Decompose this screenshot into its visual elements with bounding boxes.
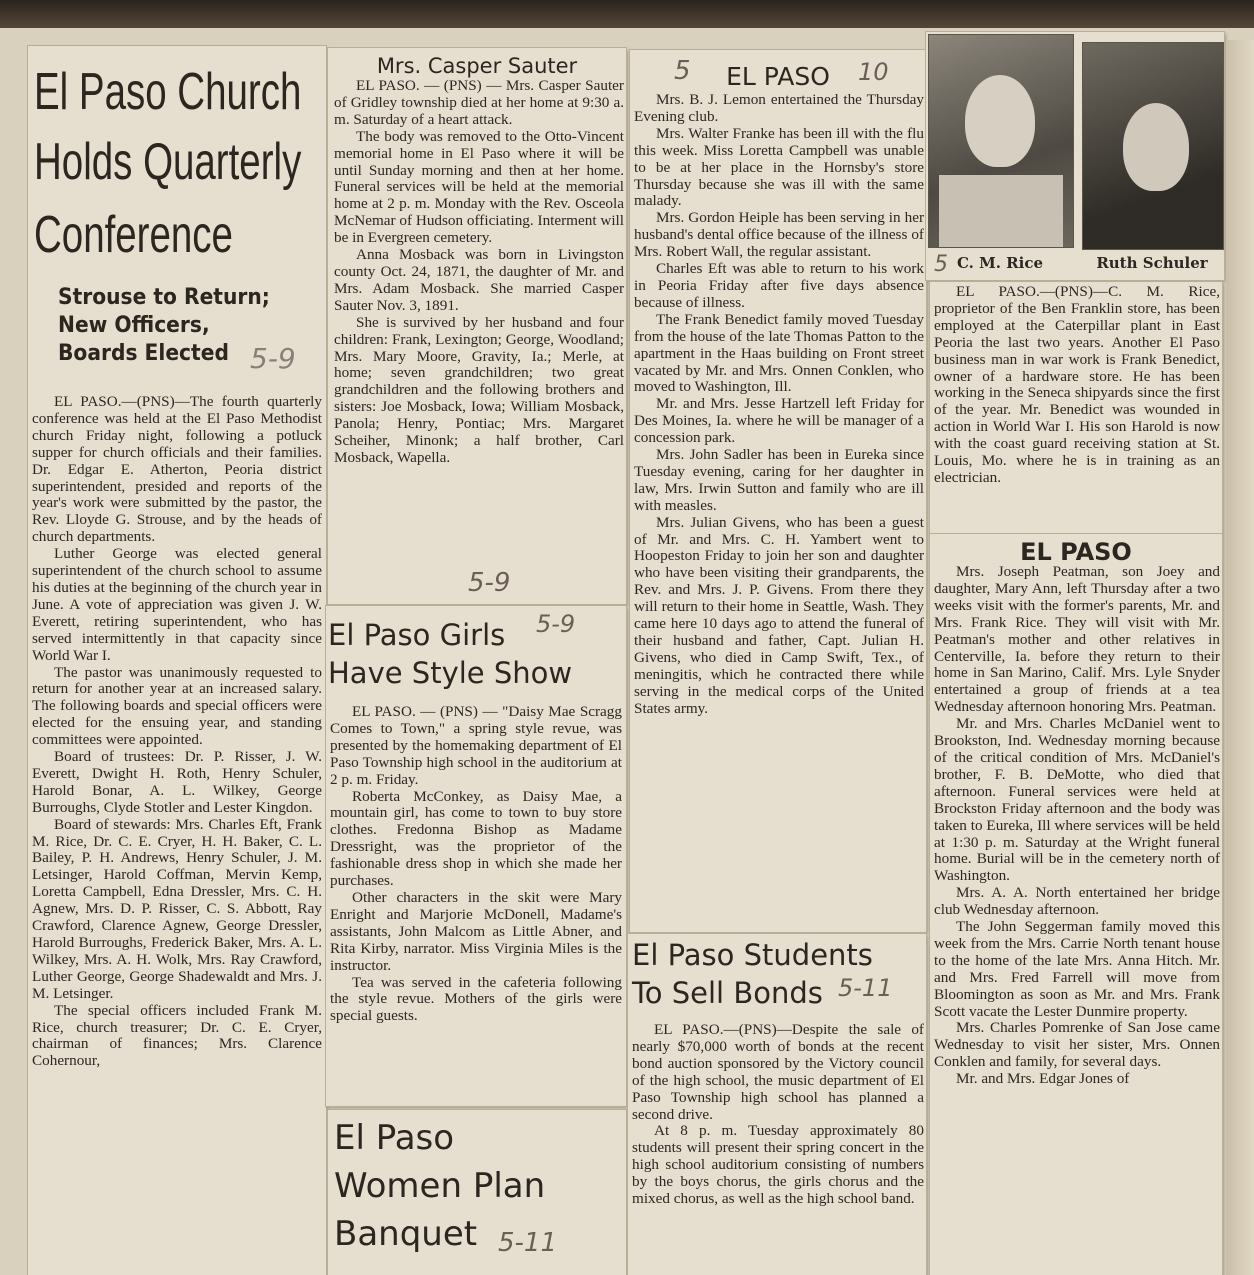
students-headline	[632, 936, 873, 1012]
church-subhead-line: Strouse to Return;	[58, 285, 270, 310]
church-paragraph: Luther George was elected general superintendent of the church school to assume his duties at the beginning of the church year in June. A vote of appreciation was given J. W. Everett, retiring superintendent, who has served intermittently in that capacity since World War I.	[32, 545, 322, 664]
students-headline-line: To Sell Bonds	[632, 976, 823, 1010]
students-paragraph: At 8 p. m. Tuesday approximately 80 students will present their spring concert in the high school auditorium consisting of numbers by the boys chorus, the girls chorus and the mixed chorus, as well as the high school band.	[632, 1122, 924, 1208]
church-headline-line: El Paso Church	[34, 63, 302, 121]
photo-schuler-caption: Ruth Schuler	[1096, 254, 1208, 272]
sauter-date-mark: 5-9	[468, 568, 511, 598]
elpaso-news-body	[630, 92, 926, 718]
church-paragraph: Board of trustees: Dr. P. Risser, J. W. Everett, Dwight H. Roth, Henry Schuler, Harold Bonar, A. L. Wilkey, George Burroughs, Clyde Stotler and Lester Kingdon.	[32, 748, 322, 816]
rice-body	[930, 284, 1222, 487]
elpaso-news-paragraph: Mr. and Mrs. Jesse Hartzell left Friday for Des Moines, Ia. where he will be manager of a concession park.	[634, 395, 924, 447]
church-article	[28, 46, 326, 1275]
women-article	[328, 1110, 626, 1275]
elpaso2-paragraph: Mr. and Mrs. Edgar Jones of	[956, 1070, 1130, 1088]
students-date-mark: 5-11	[838, 974, 893, 1002]
church-paragraph: EL PASO.—(PNS)—The fourth quarterly conference was held at the El Paso Methodist church Friday night, following a potluck supper for church officials and their families. Dr. Edgar E. Atherton, Peoria district superintendent, presided and reports of the year's work were submitted by the pastor, the Rev. Lloyde G. Strouse, and by the heads of church departments.	[32, 393, 322, 546]
students-body	[628, 1022, 926, 1208]
photo-rice-face	[965, 75, 1035, 167]
students-paragraph: EL PASO.—(PNS)—Despite the sale of nearly $70,000 worth of bonds at the recent bond auction sponsored by the Victory council of the high school, the music department of El Paso Township high school has planned a second drive.	[632, 1021, 924, 1123]
women-headline-line: Women Plan	[334, 1166, 546, 1206]
students-article	[628, 934, 926, 1275]
church-subhead-line: New Officers,	[58, 313, 210, 338]
sauter-headline: Mrs. Casper Sauter	[376, 54, 578, 78]
elpaso2-body	[930, 564, 1222, 1088]
photo-clipping	[926, 32, 1224, 280]
photo-rice	[928, 34, 1074, 248]
elpaso-news-paragraph: Mrs. Julian Givens, who has been a guest of Mr. and Mrs. C. H. Yambert went to Hoopeston Friday to join her son and daughter who have been visiting their grandparents, the Rev. and Mrs. J. P. Givens. From there they will return to their home in Seattle, Wash. They came here 10 days ago to attend the funeral of their husband and father, Capt. Julian H. Givens, who died in Camp Swift, Tex., of meningitis, which he contracted there while serving in the medical corps of the United States army.	[634, 513, 924, 717]
elpaso-news-paragraph: Mrs. Walter Franke has been ill with the flu this week. Miss Loretta Campbell was unable to be at her place in the Hornsby's store Thursday because she was ill with the same malady.	[634, 124, 924, 210]
sauter-body	[330, 78, 626, 467]
elpaso-news-paragraph: Mrs. Gordon Heiple has been serving in her husband's dental office because of the illness of Mrs. Robert Wall, the regular assistant.	[634, 209, 924, 261]
girls-headline-line: El Paso Girls	[328, 618, 506, 652]
elpaso2-headline: EL PASO	[1020, 538, 1132, 566]
girls-body	[326, 704, 626, 1025]
church-date-mark: 5-9	[250, 342, 296, 375]
photo-schuler-face	[1123, 103, 1189, 191]
girls-paragraph: Other characters in the skit were Mary Enright and Marjorie McDonell, Madame's assistants, John Malcom as Little Abner, and Rita Kirby, narrator. Miss Virginia Miles is the instructor.	[330, 888, 622, 974]
photo-rice-caption: C. M. Rice	[956, 254, 1043, 272]
girls-paragraph: EL PASO. — (PNS) — "Daisy Mae Scragg Comes to Town," a spring style revue, was presented by the homemaking department of El Paso Township high school in the auditorium at 2 p. m. Friday.	[330, 703, 622, 788]
women-date-mark: 5-11	[498, 1228, 558, 1258]
photo-mark: 5	[934, 252, 948, 277]
church-paragraph: The pastor was unanimously requested to return for another year at an increased salary. The following boards and special officers were elected for the ensuing year, and standing committees were appointed.	[32, 663, 322, 749]
women-headline-line: El Paso	[334, 1118, 455, 1158]
elpaso-news-paragraph: Charles Eft was able to return to his work in Peoria Friday after five days absence because of illness.	[634, 260, 924, 311]
girls-article	[326, 606, 626, 1106]
elpaso2-paragraph: Mrs. A. A. North entertained her bridge club Wednesday afternoon.	[934, 884, 1220, 919]
church-paragraph: Board of stewards: Mrs. Charles Eft, Frank M. Rice, Dr. C. E. Cryer, H. H. Baker, C. L. Bailey, P. H. Andrews, Henry Schuler, J. M. Letsinger, Harold Coffman, Mervin Kemp, Loretta Campbell, Edna Dressler, Mrs. C. H. Agnew, Mrs. D. P. Risser, C. S. Abbott, Ray Crawford, Clarence Agnew, George Dressler, Harold Burroughs, Frederick Baker, Mrs. A. L. Wilkey, Mrs. A. H. Wolk, Mrs. Ray Crawford, Luther George, George Shadewaldt and Mrs. J. M. Letsinger.	[32, 815, 322, 1002]
elpaso-news-headline: EL PASO	[726, 62, 830, 91]
elpaso-news-mark-right: 10	[858, 58, 889, 86]
elpaso-news-article	[630, 50, 926, 932]
sauter-paragraph: She is survived by her husband and four children: Frank, Lexington; George, Woodland; Mrs. Mary Moore, Gravity, Ia.; Merle, at home; seven grandchildren; two great grandchildren and the following brothers and sisters: Joe Mosback, Iowa; William Mosback, Panola; Henry, Pontiac; Mrs. Margaret Scheiher, Minonk; a half brother, Carl Mosback, Wapella.	[334, 313, 624, 466]
girls-headline-line: Have Style Show	[328, 656, 573, 690]
rice-paragraph: EL PASO.—(PNS)—C. M. Rice, proprietor of the Ben Franklin store, has been employed at the Caterpillar plant in East Peoria the last two years. Another El Paso business man in war work is Frank Benedict, owner of a hardware store. He has been working in the Seneca shipyards since the first of the year. Mr. Benedict was wounded in action in World War I. His son Harold is now with the coast guard receiving station at St. Louis, Mo. where he is in training as an electrician.	[934, 283, 1220, 486]
women-headline-line: Banquet	[334, 1214, 478, 1254]
sauter-paragraph: EL PASO. — (PNS) — Mrs. Casper Sauter of Gridley township died at her home at 9:30 a. m. Saturday of a heart attack.	[334, 77, 624, 128]
girls-paragraph: Roberta McConkey, as Daisy Mae, a mountain girl, has come to town to buy store clothes. Fredonna Bishop as Madame Dressright, was the proprietor of the fashionable dress shop in which she made her purchases.	[330, 787, 622, 890]
sauter-article	[328, 48, 626, 604]
girls-date-mark: 5-9	[536, 610, 576, 638]
elpaso2-paragraph: Mr. and Mrs. Charles McDaniel went to Brookston, Ind. Wednesday morning because of the critical condition of Mrs. McDaniel's brother, F. B. DeMotte, who died that afternoon. Funeral services were held at Brockston Friday afternoon and the body was taken to Eureka, Ill where services will be held at 1:30 p. m. Saturday at the Wright funeral home. Burial will be in the cemetery north of Washington.	[934, 715, 1220, 885]
elpaso-news-mark-left: 5	[674, 56, 691, 86]
sauter-paragraph: Anna Mosback was born in Livingston county Oct. 24, 1871, the daughter of Mr. and Mrs. Adam Mosback. She married Casper Sauter Nov. 3, 1891.	[334, 246, 624, 314]
photo-schuler	[1082, 42, 1224, 250]
rice-article	[930, 282, 1222, 534]
elpaso2-paragraph: The John Seggerman family moved this week from the Mrs. Carrie North tenant house to the home of the late Mrs. Anna Hitch. Mr. and Mrs. Fred Farrell will move from Bloomington as soon as Mr. and Mrs. Frank Scott vacate the Lester Dunmire property.	[934, 918, 1220, 1020]
church-body	[28, 394, 326, 1070]
sauter-paragraph: The body was removed to the Otto-Vincent memorial home in El Paso where it will be until Sunday morning and then at her home. Funeral services will be held at the memorial home at 2 p. m. Monday with the Rev. Osceola McNemar of Hudson officiating. Interment will be in Evergreen cemetery.	[334, 127, 624, 247]
elpaso-news-paragraph: Mrs. John Sadler has been in Eureka since Tuesday evening, caring for her daughter in law, Mrs. Irwin Sutton and family who are ill with measles.	[634, 446, 924, 514]
elpaso2-paragraph: Mrs. Charles Pomrenke of San Jose came Wednesday to visit her sister, Mrs. Onnen Conklen and family, for several days.	[934, 1019, 1220, 1071]
elpaso2-article	[930, 534, 1222, 1275]
students-headline-line: El Paso Students	[632, 938, 873, 972]
church-headline	[34, 58, 326, 272]
church-subhead-line: Boards Elected	[58, 341, 229, 366]
elpaso-news-paragraph: Mrs. B. J. Lemon entertained the Thursday Evening club.	[634, 91, 924, 125]
elpaso-news-paragraph: The Frank Benedict family moved Tuesday from the house of the late Thomas Patton to the apartment in the Haas building on Front street vacated by Mr. and Mrs. Onnen Conklen, who moved to Washington, Ill.	[634, 310, 924, 396]
church-headline-line: Holds Quarterly	[34, 133, 302, 191]
church-headline-line: Conference	[34, 206, 233, 264]
page-edge-strip	[1226, 40, 1254, 1275]
church-paragraph: The special officers included Frank M. Rice, church treasurer; Dr. C. E. Cryer, chairman of finances; Mrs. Clarence Cohernour,	[32, 1001, 322, 1070]
girls-paragraph: Tea was served in the cafeteria following the style revue. Mothers of the girls were special guests.	[330, 973, 622, 1025]
photo-rice-shirt	[939, 175, 1063, 247]
elpaso2-paragraph: Mrs. Joseph Peatman, son Joey and daughter, Mary Ann, left Thursday after a two weeks visit with the former's parents, Mr. and Mrs. Frank Rice. They will visit with Mr. Peatman's mother and other relatives in Centerville, Ia. before they return to their home in San Marino, Calif. Mrs. Lyle Snyder entertained a group of friends at a tea Wednesday afternoon honoring Mrs. Peatman.	[934, 563, 1220, 716]
